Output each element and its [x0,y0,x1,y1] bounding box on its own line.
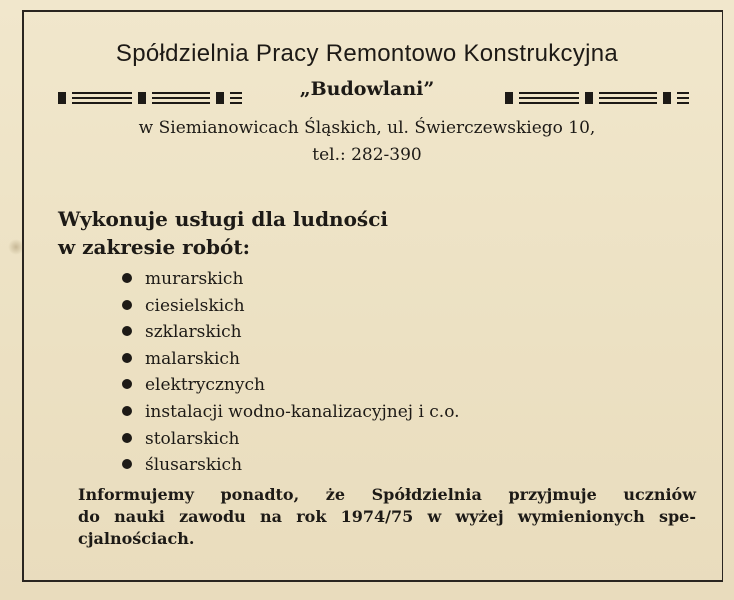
service-item [122,372,460,399]
service-item [122,346,460,373]
border-top [22,10,722,12]
service-label: instalacji wodno-kanalizacyjnej i c.o. [145,401,460,422]
bullet-icon [122,353,132,363]
note-line-2: do nauki zawodu na rok 1974/75 w wyżej wymienionych spe- [78,507,696,526]
bullet-icon [122,459,132,469]
services-list [122,266,460,479]
bullet-icon [122,273,132,283]
service-item [122,452,460,479]
apprenticeship-note [78,484,696,550]
service-item [122,266,460,293]
service-item [122,399,460,426]
decorative-rule-right [505,91,689,105]
service-label: murarskich [145,269,244,289]
bullet-icon [122,326,132,336]
brand-name: „Budowlani” [299,78,435,100]
service-label: ślusarskich [145,455,243,476]
bullet-icon [122,300,132,310]
services-intro-line-2: w zakresie robót: [58,235,250,259]
bullet-icon [122,379,132,389]
service-label: szklarskich [145,322,242,343]
paper-stain [8,239,24,255]
service-label: elektrycznych [145,375,265,396]
service-item [122,319,460,346]
border-bottom [22,580,723,582]
phone-number: tel.: 282-390 [312,145,422,165]
service-item [122,293,460,320]
bullet-icon [122,406,132,416]
services-intro [58,205,388,261]
service-label: stolarskich [145,428,240,449]
service-label: malarskich [145,348,240,369]
address: w Siemianowicach Śląskich, ul. Świerczewskiego 10, [138,118,596,138]
service-item [122,426,460,453]
services-intro-line-1: Wykonuje usługi dla ludności [58,207,388,231]
company-name: Spółdzielnia Pracy Remontowo Konstrukcyjna [115,40,619,67]
bullet-icon [122,433,132,443]
note-line-3: cjalnościach. [78,529,195,548]
service-label: ciesielskich [145,295,245,316]
note-line-1: Informujemy ponadto, że Spółdzielnia przyjmuje uczniów [78,485,696,504]
